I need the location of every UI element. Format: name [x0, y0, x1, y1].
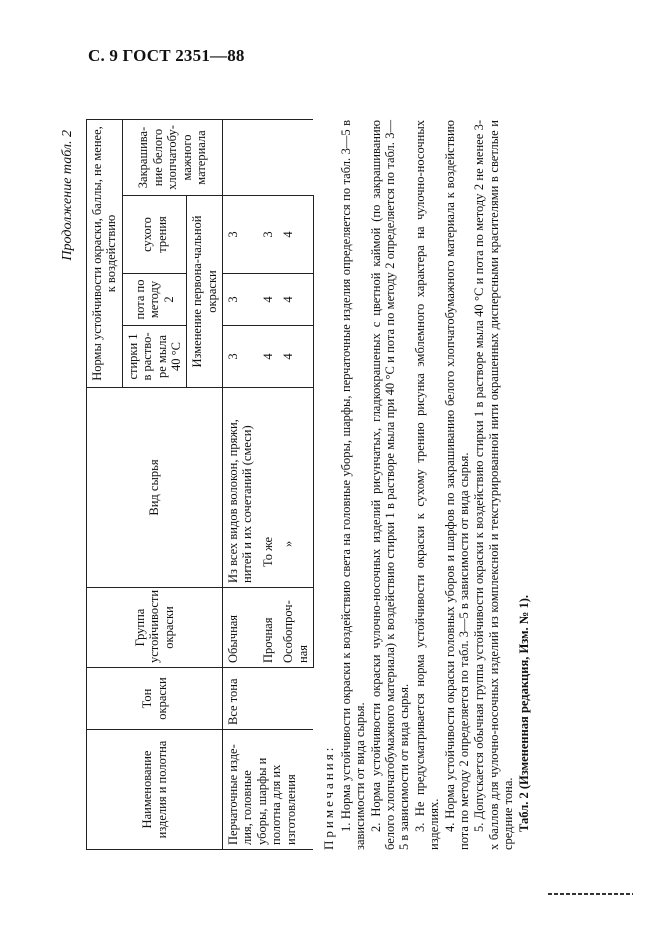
header-wash: стирки 1 в раство-ре мыла 40 °С — [122, 326, 187, 388]
notes-section — [322, 120, 533, 850]
header-sweat: пота по методу 2 — [122, 274, 187, 326]
cell-wash: 4 — [258, 326, 278, 388]
note-item: 3. Не предусматривается норма устойчивости окраски к сухому трению рисунка эмблемного характера на чулочно-носочных изделиях. — [412, 120, 442, 850]
amendment-note: Табл. 2 (Измененная редакция, Изм. № 1). — [517, 594, 532, 832]
notes-title: Примечания: — [321, 744, 336, 850]
header-dry: сухого трения — [122, 196, 187, 274]
cell-stain — [223, 120, 314, 196]
cell-tone: Все тона — [223, 668, 314, 730]
rotated-page-content — [60, 120, 580, 850]
cell-dry: 4 — [278, 196, 313, 274]
note-item: 4. Норма устойчивости окраски головных уборов и шарфов по закрашиванию белого хлопчатобумажного материала к воздействию пота по методу 2 определяется по табл. 3—5 в зависимости от вида сырья. — [442, 120, 471, 850]
cell-dry: 3 — [258, 196, 278, 274]
note-item: 1. Норма устойчивости окраски к воздействию света на головные уборы, шарфы, перчаточные изделия определяется по табл. 3—5 в зависимости от вида сырья. — [338, 120, 368, 850]
table-row — [223, 120, 258, 850]
cell-sweat: 4 — [278, 274, 313, 326]
table-continuation-label: Продолжение табл. 2 — [60, 130, 75, 261]
cell-raw: Из всех видов волокон, пряжи, нитей и их сочетаний (смеси) — [223, 388, 258, 588]
note-item: 2. Норма устойчивости окраски чулочно-носочных изделий рисунчатых, гладкокрашеных с цветной каймой (по закрашиванию белого хлопчатобумажного материала) к воздействию стирки 1 в растворе мыла при 40 °С и пота по методу 2 определяется по табл. 3—5 в зависимости от вида сырья. — [368, 120, 412, 850]
header-tone: Тон окраски — [87, 668, 223, 730]
note-item: 5. Допускается обычная группа устойчивости окраски к воздействию стирки 1 в растворе мыла 40 °С и пота по методу 2 не менее 3-х баллов для чулочно-носочных изделий из комплексной и текстурированной нити окрашенных дисперсными красителями в светлые и средние тона. — [472, 120, 516, 850]
cell-wash: 4 — [278, 326, 313, 388]
header-product: Наименование изделия и полотна — [87, 730, 223, 850]
cell-sweat: 4 — [258, 274, 278, 326]
cell-wash: 3 — [223, 326, 258, 388]
cell-group: Особопроч-ная — [278, 588, 313, 668]
cell-sweat: 3 — [223, 274, 258, 326]
scan-artifact — [548, 893, 633, 895]
cell-raw: То же — [258, 388, 278, 588]
norms-table — [86, 119, 314, 850]
header-change: Изменение первона-чальной окраски — [187, 196, 223, 388]
cell-group: Прочная — [258, 588, 278, 668]
cell-raw: » — [278, 388, 313, 588]
cell-dry: 3 — [223, 196, 258, 274]
page-header: С. 9 ГОСТ 2351—88 — [88, 46, 245, 65]
header-group: Группа устойчивости окраски — [87, 588, 223, 668]
cell-group: Обычная — [223, 588, 258, 668]
header-norms-group: Нормы устойчивости окраски, баллы, не менее, к воздействию — [87, 120, 123, 388]
header-stain: Закрашива-ние белого хлопчатобу-мажного материала — [122, 120, 222, 196]
cell-product: Перчаточные изде-лия, головные уборы, шарфы и полотна для их изготовления — [223, 730, 314, 850]
header-raw: Вид сырья — [87, 388, 223, 588]
